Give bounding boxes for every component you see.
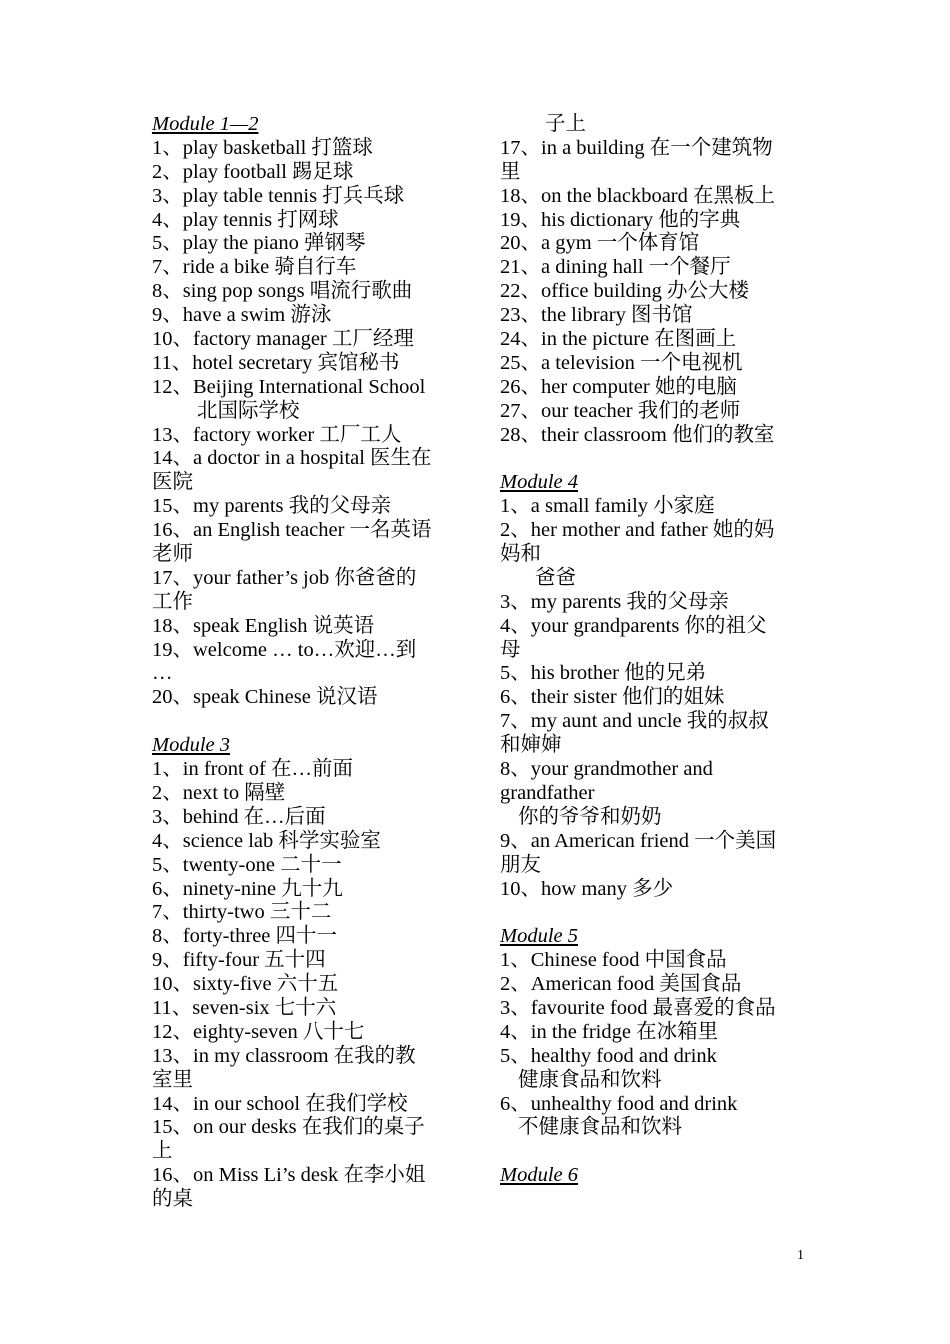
module-heading: Module 3 <box>152 734 230 757</box>
list-item-continuation: … <box>152 662 173 685</box>
section-gap <box>500 901 802 925</box>
list-item: 28、their classroom 他们的教室 <box>500 423 775 446</box>
list-item: 2、next to 隔壁 <box>152 781 286 804</box>
list-item: 20、speak Chinese 说汉语 <box>152 686 378 709</box>
list-item: 3、my parents 我的父母亲 <box>500 590 729 613</box>
list-item-continuation: 医院 <box>152 471 193 494</box>
list-item: 2、play football 踢足球 <box>152 160 354 183</box>
list-item: 17、your father’s job 你爸爸的 <box>152 566 417 589</box>
right-column <box>500 113 802 1188</box>
list-item: 10、sixty-five 六十五 <box>152 973 339 996</box>
list-item: 10、factory manager 工厂经理 <box>152 328 414 351</box>
list-item: 10、how many 多少 <box>500 877 674 900</box>
list-item-continuation: 子上 <box>545 113 586 135</box>
list-item-continuation: 爸爸 <box>535 566 576 589</box>
list-item: 6、ninety-nine 九十九 <box>152 877 343 900</box>
list-item: 7、my aunt and uncle 我的叔叔 <box>500 710 769 733</box>
list-item: 12、Beijing International School <box>152 375 426 398</box>
list-item: 24、in the picture 在图画上 <box>500 328 737 351</box>
list-item: 14、a doctor in a hospital 医生在 <box>152 447 432 470</box>
module-heading: Module 6 <box>500 1164 578 1187</box>
section-gap <box>500 1140 802 1164</box>
list-item-continuation: grandfather <box>500 781 595 804</box>
list-item: 4、play tennis 打网球 <box>152 208 339 231</box>
left-column <box>152 113 452 1212</box>
list-item: 21、a dining hall 一个餐厅 <box>500 256 731 279</box>
list-item: 8、forty-three 四十一 <box>152 925 338 948</box>
list-item-continuation: 老师 <box>152 543 193 566</box>
section-gap <box>500 447 802 471</box>
list-item: 3、behind 在…后面 <box>152 805 326 828</box>
list-item-continuation: 健康食品和饮料 <box>518 1068 662 1091</box>
list-item: 18、speak English 说英语 <box>152 614 375 637</box>
list-item: 2、her mother and father 她的妈 <box>500 519 775 542</box>
list-item: 22、office building 办公大楼 <box>500 280 750 303</box>
list-item: 11、hotel secretary 宾馆秘书 <box>152 351 400 374</box>
list-item: 11、seven-six 七十六 <box>152 996 337 1019</box>
list-item-continuation: 妈和 <box>500 543 541 566</box>
list-item: 25、a television 一个电视机 <box>500 351 743 374</box>
list-item: 7、ride a bike 骑自行车 <box>152 256 357 279</box>
module-heading: Module 1—2 <box>152 113 259 135</box>
list-item: 1、a small family 小家庭 <box>500 495 715 518</box>
list-item: 4、your grandparents 你的祖父 <box>500 614 767 637</box>
list-item: 15、on our desks 在我们的桌子 <box>152 1116 425 1139</box>
list-item: 6、unhealthy food and drink <box>500 1092 738 1115</box>
list-item: 13、in my classroom 在我的教 <box>152 1044 416 1067</box>
list-item: 26、her computer 她的电脑 <box>500 375 737 398</box>
list-item: 16、an English teacher 一名英语 <box>152 519 432 542</box>
list-item: 8、your grandmother and <box>500 758 713 781</box>
module-heading: Module 5 <box>500 925 578 948</box>
list-item: 3、favourite food 最喜爱的食品 <box>500 996 776 1019</box>
list-item: 19、his dictionary 他的字典 <box>500 208 741 231</box>
list-item: 1、Chinese food 中国食品 <box>500 949 727 972</box>
list-item: 9、have a swim 游泳 <box>152 304 332 327</box>
module-heading: Module 4 <box>500 471 578 494</box>
list-item: 13、factory worker 工厂工人 <box>152 423 402 446</box>
list-item: 4、science lab 科学实验室 <box>152 829 381 852</box>
list-item: 5、play the piano 弹钢琴 <box>152 232 366 255</box>
list-item-continuation: 你的爷爷和奶奶 <box>518 805 662 828</box>
list-item: 6、their sister 他们的姐妹 <box>500 686 725 709</box>
list-item-continuation: 不健康食品和饮料 <box>518 1116 682 1139</box>
list-item: 20、a gym 一个体育馆 <box>500 232 700 255</box>
list-item-continuation: 上 <box>152 1140 173 1163</box>
list-item: 8、sing pop songs 唱流行歌曲 <box>152 280 413 303</box>
list-item-continuation: 朋友 <box>500 853 541 876</box>
list-item: 23、the library 图书馆 <box>500 304 693 327</box>
list-item-continuation: 母 <box>500 638 521 661</box>
list-item: 5、healthy food and drink <box>500 1044 717 1067</box>
list-item: 19、welcome … to…欢迎…到 <box>152 638 417 661</box>
list-item-continuation: 和婶婶 <box>500 734 562 757</box>
page-number: 1 <box>797 1248 804 1263</box>
section-gap <box>152 710 452 734</box>
list-item: 1、play basketball 打篮球 <box>152 136 373 159</box>
list-item: 5、twenty-one 二十一 <box>152 853 342 876</box>
list-item-continuation: 的桌 <box>152 1188 193 1211</box>
list-item: 1、in front of 在…前面 <box>152 758 353 781</box>
list-item: 9、fifty-four 五十四 <box>152 949 326 972</box>
list-item: 5、his brother 他的兄弟 <box>500 662 707 685</box>
list-item: 9、an American friend 一个美国 <box>500 829 777 852</box>
list-item: 2、American food 美国食品 <box>500 973 742 996</box>
list-item-continuation: 室里 <box>152 1068 193 1091</box>
list-item: 16、on Miss Li’s desk 在李小姐 <box>152 1164 426 1187</box>
list-item: 17、in a building 在一个建筑物 <box>500 136 773 159</box>
list-item: 7、thirty-two 三十二 <box>152 901 332 924</box>
list-item-continuation: 工作 <box>152 590 193 613</box>
list-item: 14、in our school 在我们学校 <box>152 1092 408 1115</box>
list-item-continuation: 北国际学校 <box>197 399 300 422</box>
list-item: 4、in the fridge 在冰箱里 <box>500 1020 719 1043</box>
list-item: 12、eighty-seven 八十七 <box>152 1020 365 1043</box>
list-item: 27、our teacher 我们的老师 <box>500 399 741 422</box>
list-item-continuation: 里 <box>500 160 521 183</box>
list-item: 15、my parents 我的父母亲 <box>152 495 392 518</box>
list-item: 3、play table tennis 打兵乓球 <box>152 184 405 207</box>
list-item: 18、on the blackboard 在黑板上 <box>500 184 775 207</box>
